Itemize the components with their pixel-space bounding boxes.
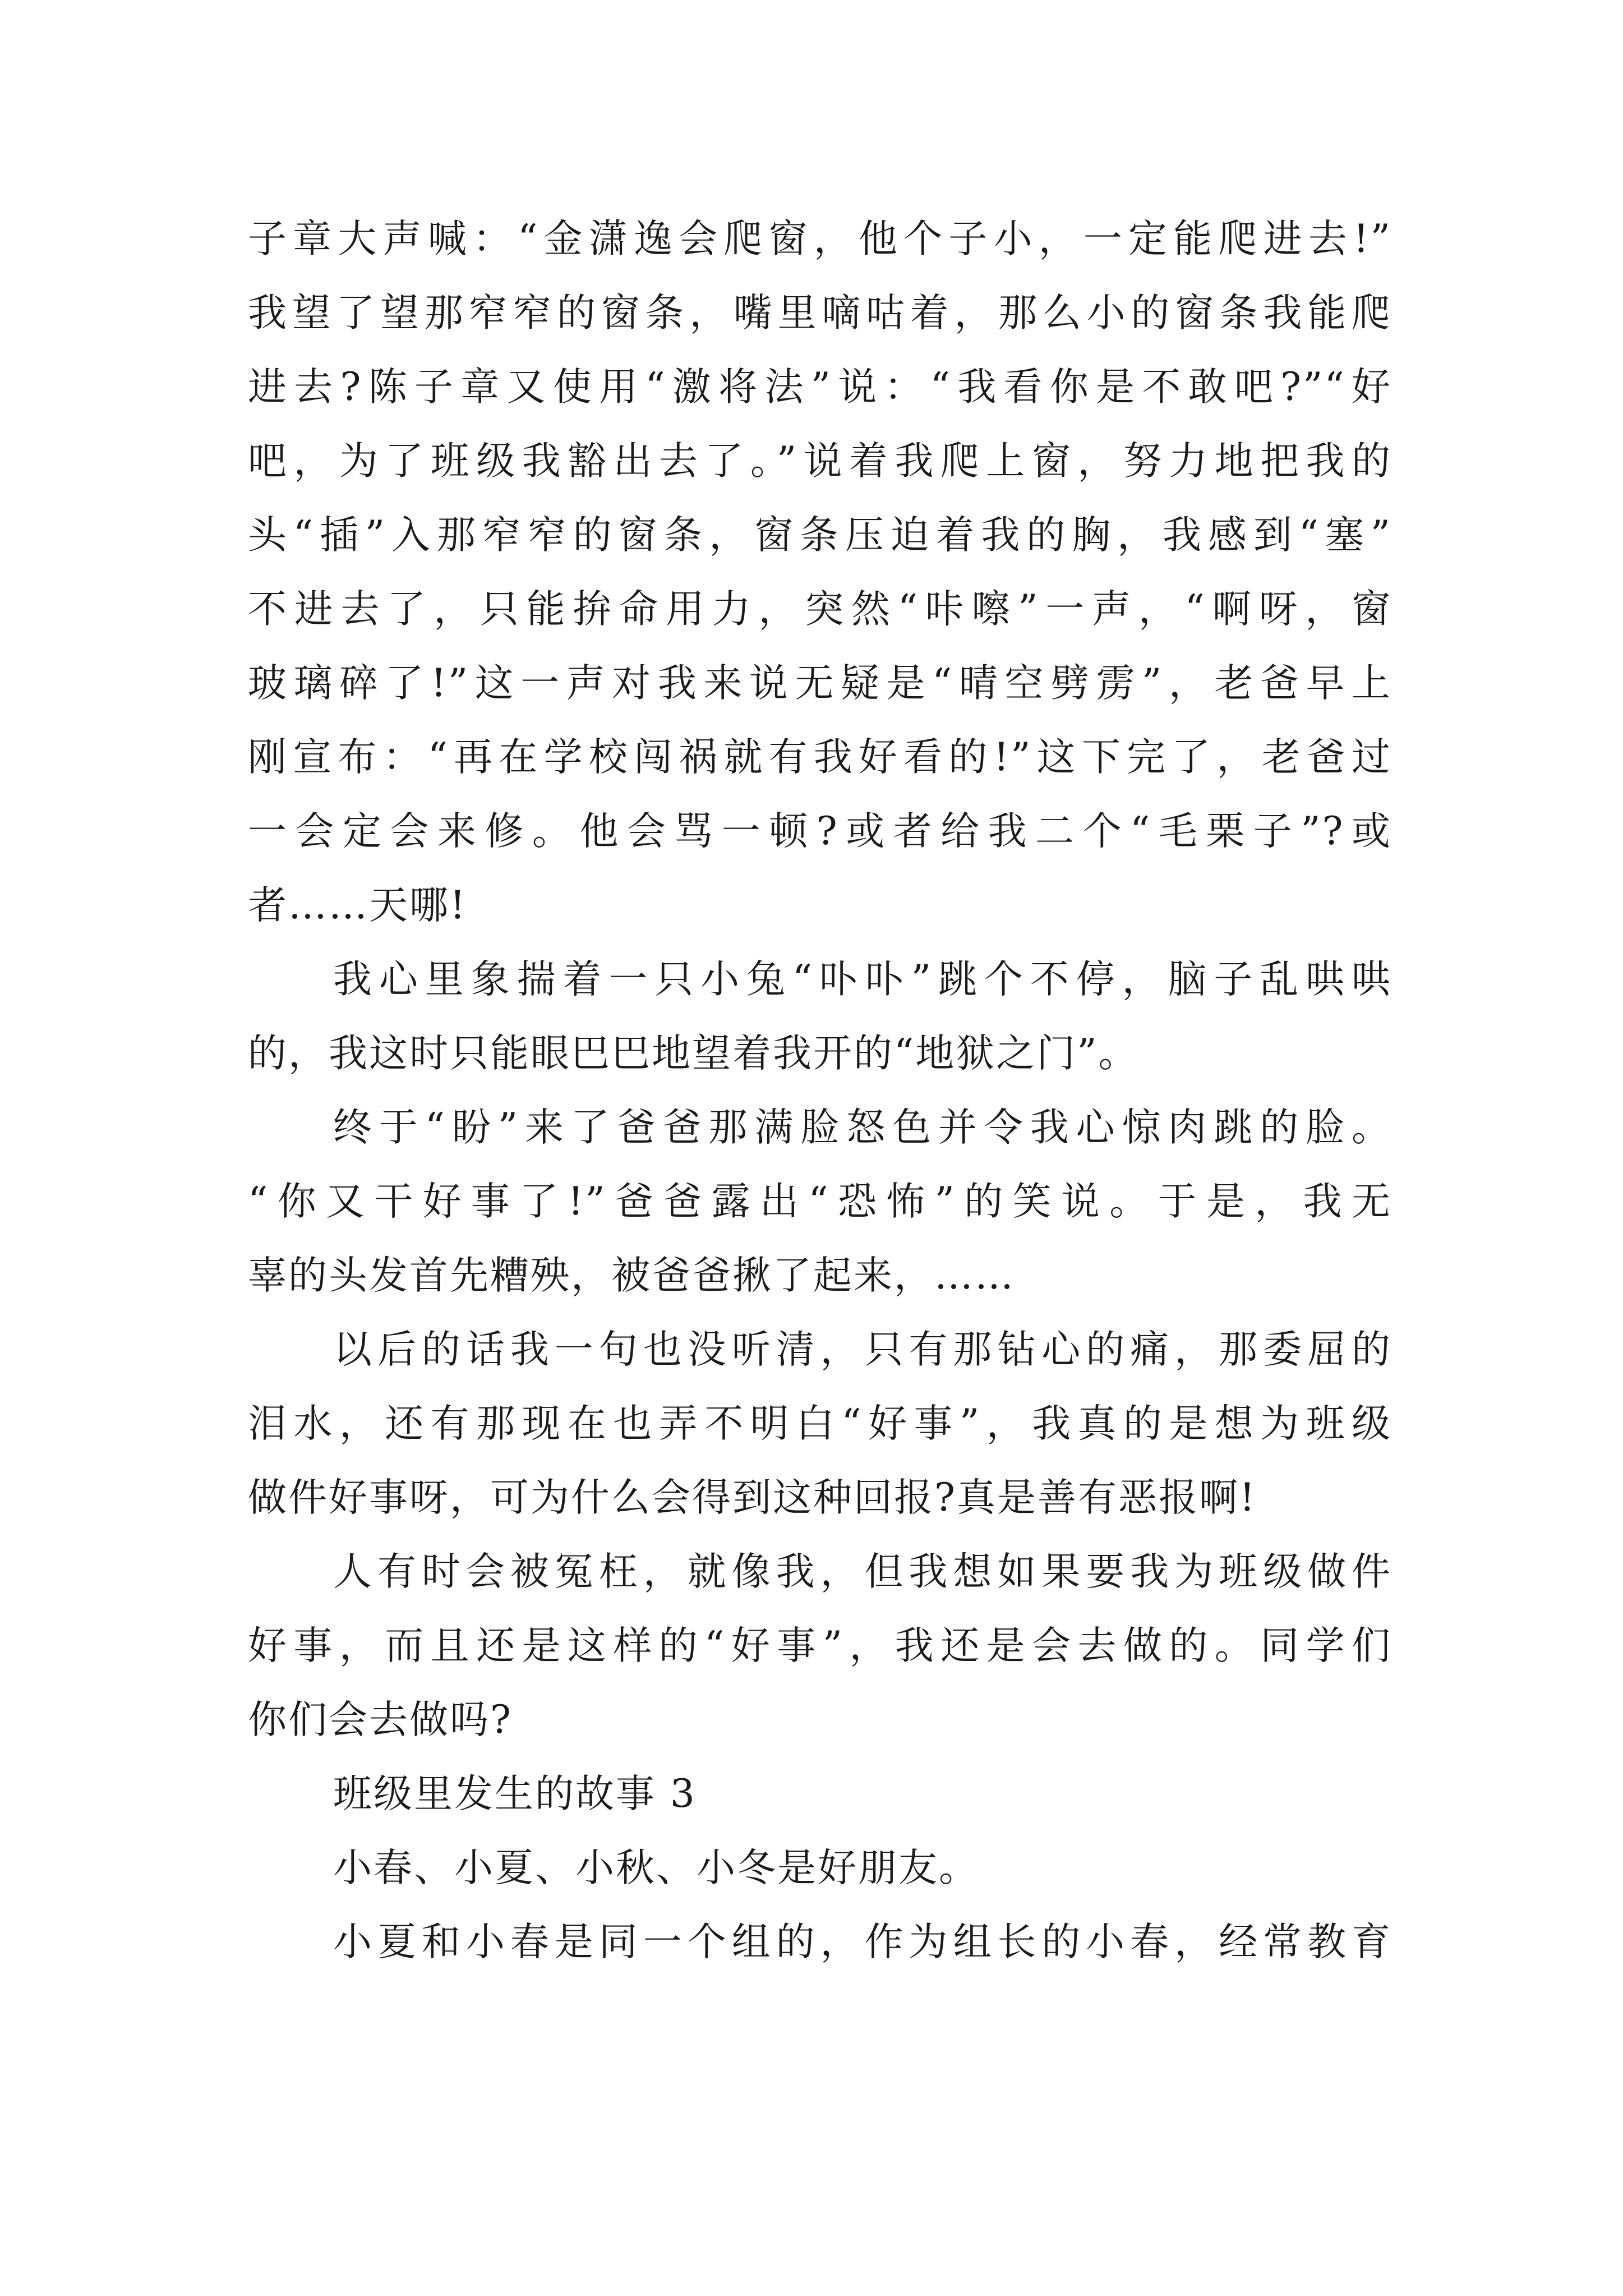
- text-line: 吧，为了班级我豁出去了。”说着我爬上窗，努力地把我的: [248, 439, 1392, 484]
- paragraph-start-line: 小春、小夏、小秋、小冬是好朋友。: [333, 1846, 979, 1890]
- text-line: “你又干好事了!”爸爸露出“恐怖”的笑说。于是，我无: [248, 1179, 1392, 1224]
- text-line: 好事，而且还是这样的“好事”，我还是会去做的。同学们: [248, 1623, 1392, 1668]
- text-line: 子章大声喊：“金潇逸会爬窗，他个子小，一定能爬进去!”: [248, 217, 1392, 261]
- text-line: 进去?陈子章又使用“激将法”说：“我看你是不敢吧?”“好: [248, 365, 1392, 409]
- text-line: 做件好事呀，可为什么会得到这种回报?真是善有恶报啊!: [248, 1475, 1257, 1520]
- paragraph-start-line: 我心里象揣着一只小兔“卟卟”跳个不停，脑子乱哄哄: [333, 957, 1392, 1002]
- text-line: 我望了望那窄窄的窗条，嘴里嘀咕着，那么小的窗条我能爬: [248, 291, 1392, 335]
- paragraph-start-line: 人有时会被冤枉，就像我，但我想如果要我为班级做件: [333, 1549, 1392, 1594]
- paragraph-start-line: 终于“盼”来了爸爸那满脸怒色并令我心惊肉跳的脸。: [333, 1105, 1392, 1150]
- text-line: 不进去了，只能拚命用力，突然“咔嚓”一声，“啊呀，窗: [248, 587, 1392, 632]
- text-line: 者……天哪!: [248, 883, 467, 928]
- text-line: 一会定会来修。他会骂一顿?或者给我二个“毛栗子”?或: [248, 809, 1392, 854]
- section-heading: 班级里发生的故事 3: [333, 1772, 697, 1816]
- body-text: [248, 202, 1392, 1979]
- text-line: 刚宣布：“再在学校闯祸就有我好看的!”这下完了，老爸过: [248, 735, 1392, 780]
- text-line: 泪水，还有那现在也弄不明白“好事”，我真的是想为班级: [248, 1401, 1392, 1446]
- text-line: 你们会去做吗?: [248, 1697, 513, 1742]
- paragraph-start-line: 以后的话我一句也没听清，只有那钻心的痛，那委屈的: [333, 1327, 1392, 1372]
- text-line: 辜的头发首先糟殃，被爸爸揪了起来，……: [248, 1253, 1015, 1298]
- text-line: 玻璃碎了!”这一声对我来说无疑是“晴空劈雳”，老爸早上: [248, 661, 1392, 706]
- paragraph-start-line: 小夏和小春是同一个组的，作为组长的小春，经常教育: [333, 1920, 1392, 1964]
- text-line: 的，我这时只能眼巴巴地望着我开的“地狱之门”。: [248, 1031, 1139, 1076]
- text-line: 头“插”入那窄窄的窗条，窗条压迫着我的胸，我感到“塞”: [248, 513, 1392, 558]
